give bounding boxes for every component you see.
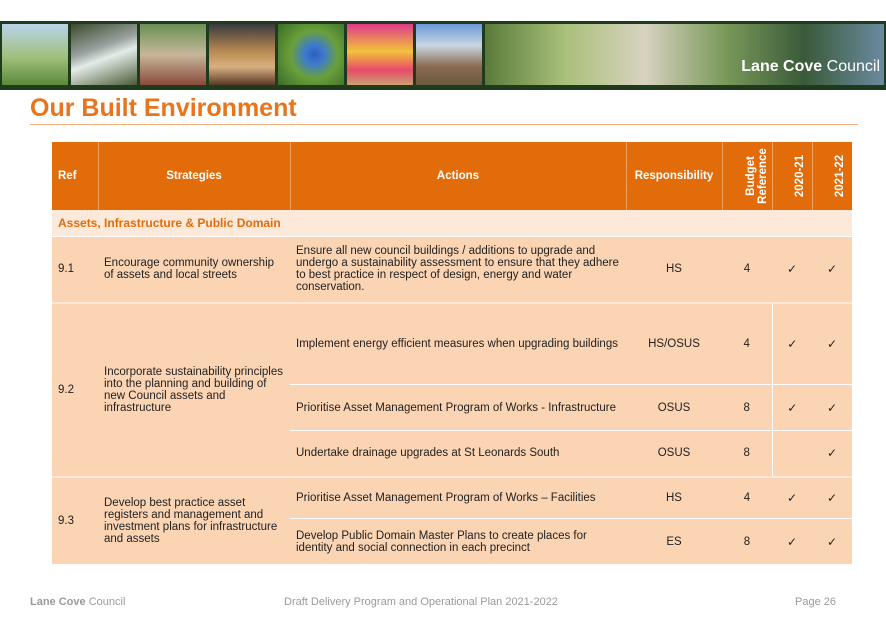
table-row bbox=[52, 477, 852, 519]
budget-cell: 4 bbox=[722, 237, 772, 303]
check-2020-21: ✓ bbox=[772, 237, 812, 303]
festival-photo bbox=[140, 24, 206, 85]
budget-cell: 8 bbox=[722, 385, 772, 431]
col-responsibility: Responsibility bbox=[626, 142, 722, 210]
budget-cell: 4 bbox=[722, 303, 772, 385]
budget-cell: 8 bbox=[722, 431, 772, 477]
action-cell: Prioritise Asset Management Program of Works - Infrastructure bbox=[290, 385, 626, 431]
street-market-photo bbox=[209, 24, 275, 85]
section-title: Assets, Infrastructure & Public Domain bbox=[52, 210, 852, 237]
table-row bbox=[52, 237, 852, 303]
brand-light: Council bbox=[826, 58, 880, 75]
check-2020-21 bbox=[772, 431, 812, 477]
lorikeet-photo bbox=[278, 24, 344, 85]
year-2020-21-label: 2020-21 bbox=[793, 154, 806, 198]
check-2020-21: ✓ bbox=[772, 303, 812, 385]
table-row bbox=[52, 303, 852, 385]
creek-photo bbox=[71, 24, 137, 85]
responsibility-cell: HS bbox=[626, 477, 722, 519]
budget-cell: 8 bbox=[722, 519, 772, 565]
responsibility-cell: HS bbox=[626, 237, 722, 303]
reference-label: Reference bbox=[756, 148, 769, 204]
responsibility-cell: OSUS bbox=[626, 431, 722, 477]
action-cell: Implement energy efficient measures when upgrading buildings bbox=[290, 303, 626, 385]
strategy-cell: Encourage community ownership of assets and local streets bbox=[98, 237, 290, 303]
check-2021-22: ✓ bbox=[812, 385, 852, 431]
col-ref: Ref bbox=[52, 142, 98, 210]
action-cell: Develop Public Domain Master Plans to create places for identity and social connection in each precinct bbox=[290, 519, 626, 565]
heritage-building-photo bbox=[416, 24, 482, 85]
footer-organisation bbox=[30, 596, 125, 608]
section-row bbox=[52, 210, 852, 237]
council-logo-text bbox=[741, 58, 880, 76]
responsibility-cell: OSUS bbox=[626, 385, 722, 431]
action-cell: Undertake drainage upgrades at St Leonards South bbox=[290, 431, 626, 477]
check-2021-22: ✓ bbox=[812, 519, 852, 565]
footer-document-title: Draft Delivery Program and Operational Plan 2021-2022 bbox=[284, 596, 558, 608]
dancer-photo bbox=[347, 24, 413, 85]
check-2021-22: ✓ bbox=[812, 477, 852, 519]
brand-bold: Lane Cove bbox=[741, 58, 823, 75]
col-2021-22 bbox=[812, 142, 852, 210]
header-banner bbox=[0, 21, 886, 90]
park-photo bbox=[2, 24, 68, 85]
page-title: Our Built Environment bbox=[30, 94, 297, 122]
check-2020-21: ✓ bbox=[772, 519, 812, 565]
action-cell: Prioritise Asset Management Program of Works – Facilities bbox=[290, 477, 626, 519]
col-actions: Actions bbox=[290, 142, 626, 210]
action-cell: Ensure all new council buildings / additions to upgrade and undergo a sustainability assessment to ensure that they adhere to best practice in respect of design, energy and water conservation. bbox=[290, 237, 626, 303]
strategy-cell: Develop best practice asset registers and management and investment plans for infrastructure and assets bbox=[98, 477, 290, 565]
ref-cell: 9.1 bbox=[52, 237, 98, 303]
col-strategies: Strategies bbox=[98, 142, 290, 210]
ref-cell: 9.2 bbox=[52, 303, 98, 477]
check-2021-22: ✓ bbox=[812, 303, 852, 385]
ref-cell: 9.3 bbox=[52, 477, 98, 565]
col-2020-21 bbox=[772, 142, 812, 210]
plan-table bbox=[52, 142, 852, 565]
footer-org-bold: Lane Cove bbox=[30, 596, 86, 608]
strategy-cell: Incorporate sustainability principles into the planning and building of new Council assets and infrastructure bbox=[98, 303, 290, 477]
check-2020-21: ✓ bbox=[772, 477, 812, 519]
title-divider bbox=[30, 124, 858, 125]
check-2020-21: ✓ bbox=[772, 385, 812, 431]
responsibility-cell: HS/OSUS bbox=[626, 303, 722, 385]
footer-org-light: Council bbox=[88, 596, 126, 608]
budget-cell: 4 bbox=[722, 477, 772, 519]
footer-page-number: Page 26 bbox=[795, 596, 836, 608]
responsibility-cell: ES bbox=[626, 519, 722, 565]
budget-label: Budget bbox=[744, 156, 757, 196]
col-budget-reference bbox=[722, 142, 772, 210]
year-2021-22-label: 2021-22 bbox=[833, 154, 846, 198]
check-2021-22: ✓ bbox=[812, 431, 852, 477]
table-header-row bbox=[52, 142, 852, 210]
check-2021-22: ✓ bbox=[812, 237, 852, 303]
